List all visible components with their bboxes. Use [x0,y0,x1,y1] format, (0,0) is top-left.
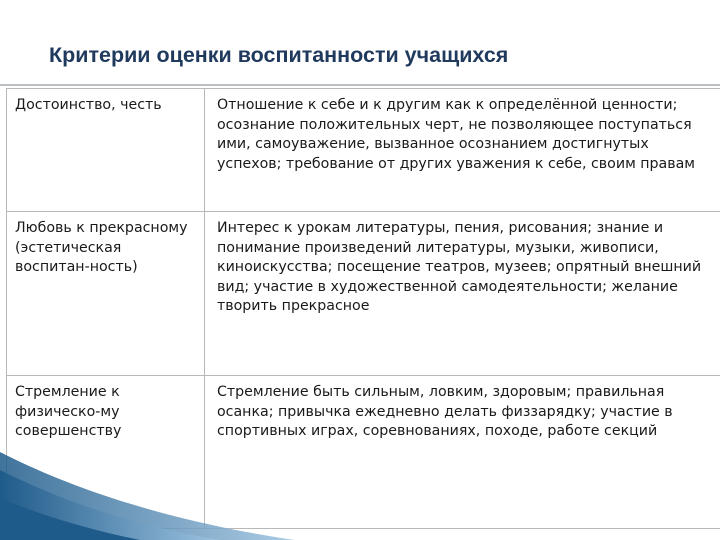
table-row [7,212,720,376]
criterion-cell: Достоинство, честь [7,89,205,212]
description-cell: Стремление быть сильным, ловким, здоровым; правильная осанка; привычка ежедневно делать физзарядку; участие в спортивных играх, соревнованиях, походе, работе секций [205,376,720,529]
title-divider [0,84,720,86]
description-cell: Отношение к себе и к другим как к определённой ценности; осознание положительных черт, не позволяющее поступаться ими, самоуважение, вызванное осознанием достигнутых успехов; требование от других уважения к себе, своим правам [205,89,720,212]
description-cell: Интерес к урокам литературы, пения, рисования; знание и понимание произведений литературы, музыки, живописи, киноискусства; посещение театров, музеев; опрятный внешний вид; участие в художественной самодеятельности; желание творить прекрасное [205,212,720,376]
table-row [7,376,720,529]
table-row [7,89,720,212]
criterion-cell: Стремление к физическо-му совершенству [7,376,205,529]
criteria-table [6,88,720,529]
slide-title: Критерии оценки воспитанности учащихся [49,43,509,67]
criterion-cell: Любовь к прекрасному (эстетическая воспитан-ность) [7,212,205,376]
